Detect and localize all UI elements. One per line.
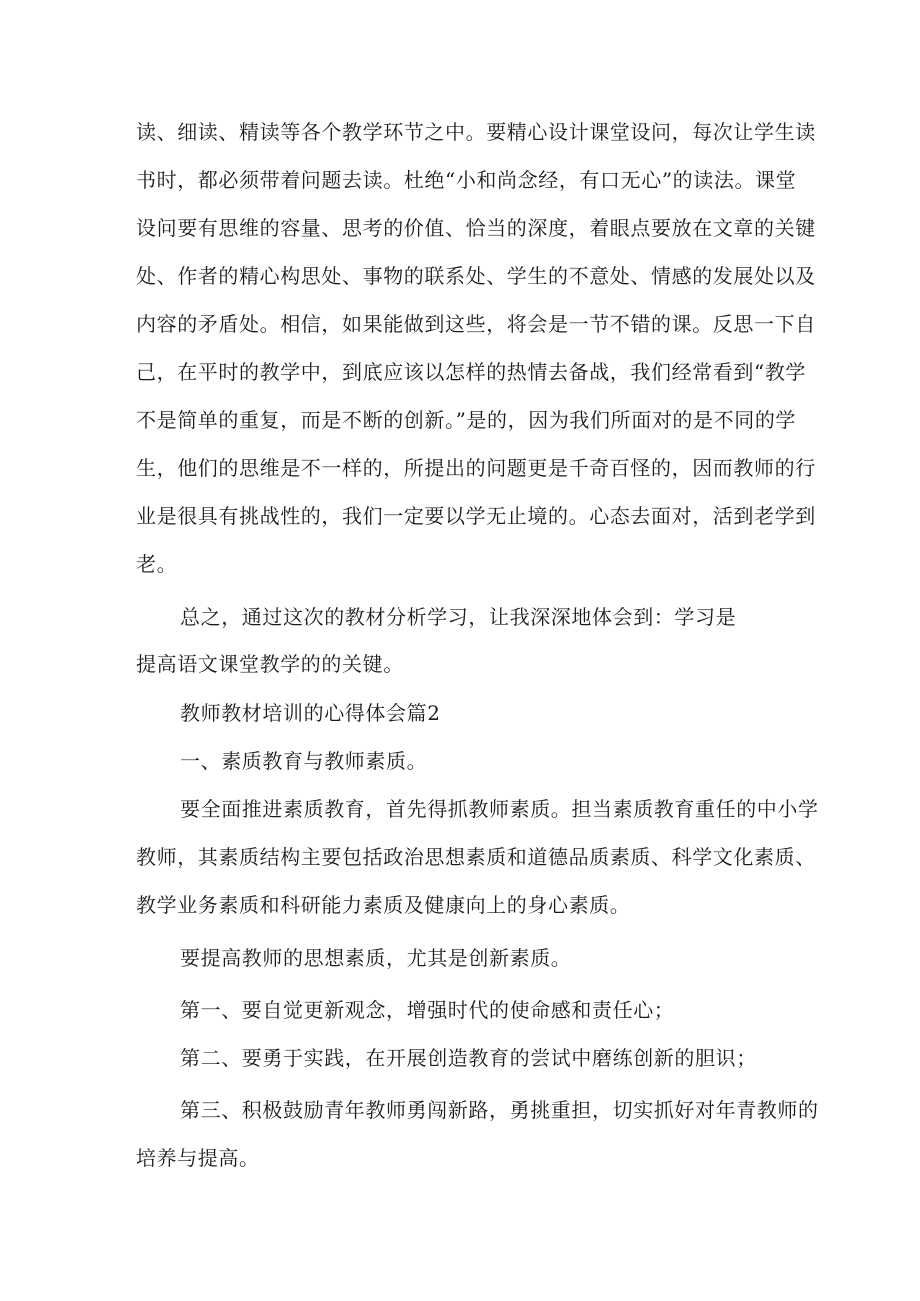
paragraph-line: 业是很具有挑战性的，我们一定要以学无止境的。心态去面对，活到老学到 [136,504,816,528]
paragraph-line: 处、作者的精心构思处、事物的联系处、学生的不意处、情感的发展处以及 [136,264,816,288]
paragraph-line: 不是简单的重复，而是不断的创新。”是的，因为我们所面对的是不同的学 [136,408,797,432]
list-item: 第二、要勇于实践，在开展创造教育的尝试中磨练创新的胆识； [180,1046,757,1070]
list-item: 第一、要自觉更新观念，增强时代的使命感和责任心； [180,998,675,1022]
paragraph-line: 教师，其素质结构主要包括政治思想素质和道德品质素质、科学文化素质、 [136,845,816,869]
paragraph-line: 书时，都必须带着问题去读。杜绝“小和尚念经，有口无心”的读法。课堂 [136,168,797,192]
paragraph-line: 要提高教师的思想素质，尤其是创新素质。 [180,946,572,970]
list-item: 第三、积极鼓励青年教师勇闯新路，勇挑重担，切实抓好对年青教师的 [180,1098,819,1122]
paragraph-line: 要全面推进素质教育，首先得抓教师素质。担当素质教育重任的中小学 [180,797,819,821]
paragraph-line: 内容的矛盾处。相信，如果能做到这些，将会是一节不错的课。反思一下自 [136,312,816,336]
section-title: 教师教材培训的心得体会篇2 [180,701,441,725]
paragraph-line: 总之，通过这次的教材分析学习，让我深深地体会到：学习是 [180,605,737,629]
paragraph-line: 教学业务素质和科研能力素质及健康向上的身心素质。 [136,893,631,917]
list-item: 培养与提高。 [136,1146,260,1170]
paragraph-line: 提高语文课堂教学的的关键。 [136,652,404,676]
section-heading: 一、素质教育与教师素质。 [180,749,428,773]
paragraph-line: 设问要有思维的容量、思考的价值、恰当的深度，着眼点要放在文章的关键 [136,216,816,240]
paragraph-line: 生，他们的思维是不一样的，所提出的问题更是千奇百怪的，因而教师的行 [136,456,816,480]
paragraph-line: 己，在平时的教学中，到底应该以怎样的热情去备战，我们经常看到“教学 [136,360,807,384]
paragraph-line: 读、细读、精读等各个教学环节之中。要精心设计课堂设问，每次让学生读 [136,120,816,144]
paragraph-line: 老。 [136,552,178,576]
